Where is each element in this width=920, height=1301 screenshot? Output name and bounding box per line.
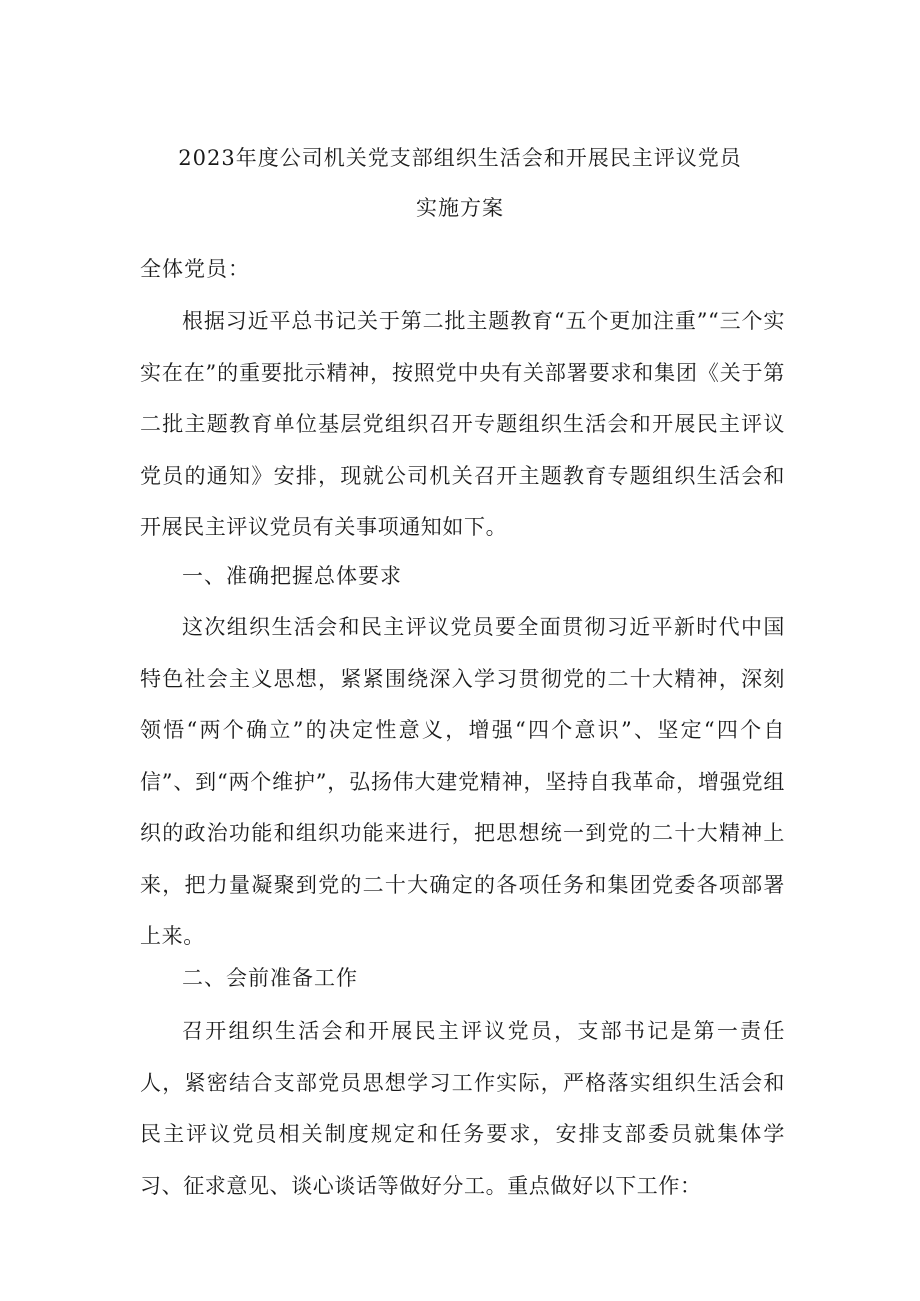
document-title-line-2: 实施方案 [416, 196, 504, 220]
paragraph-preparation: 召开组织生活会和开展民主评议党员，支部书记是第一责任人，紧密结合支部党员思想学习工作实际，严格落实组织生活会和民主评议党员相关制度规定和任务要求，安排支部委员就集体学习、征求意见、谈心谈话等做好分工。重点做好以下工作： [140, 1019, 785, 1198]
salutation: 全体党员： [140, 257, 250, 281]
paragraph-requirements: 这次组织生活会和民主评议党员要全面贯彻习近平新时代中国特色社会主义思想，紧紧围绕深入学习贯彻党的二十大精神，深刻领悟“两个确立”的决定性意义，增强“四个意识”、坚定“四个自信”、到“两个维护”，弘扬伟大建党精神，坚持自我革命，增强党组织的政治功能和组织功能来进行，把思想统一到党的二十大精神上来，把力量凝聚到党的二十大确定的各项任务和集团党委各项部署上来。 [140, 615, 785, 948]
section-heading-1: 一、准确把握总体要求 [182, 564, 402, 588]
paragraph-intro: 根据习近平总书记关于第二批主题教育“五个更加注重”“三个实实在在”的重要批示精神，按照党中央有关部署要求和集团《关于第二批主题教育单位基层党组织召开专题组织生活会和开展民主评议党员的通知》安排，现就公司机关召开主题教育专题组织生活会和开展民主评议党员有关事项通知如下。 [140, 309, 785, 539]
document-title-line-1: 2023年度公司机关党支部组织生活会和开展民主评议党员 [178, 146, 742, 170]
section-heading-2: 二、会前准备工作 [182, 966, 358, 990]
